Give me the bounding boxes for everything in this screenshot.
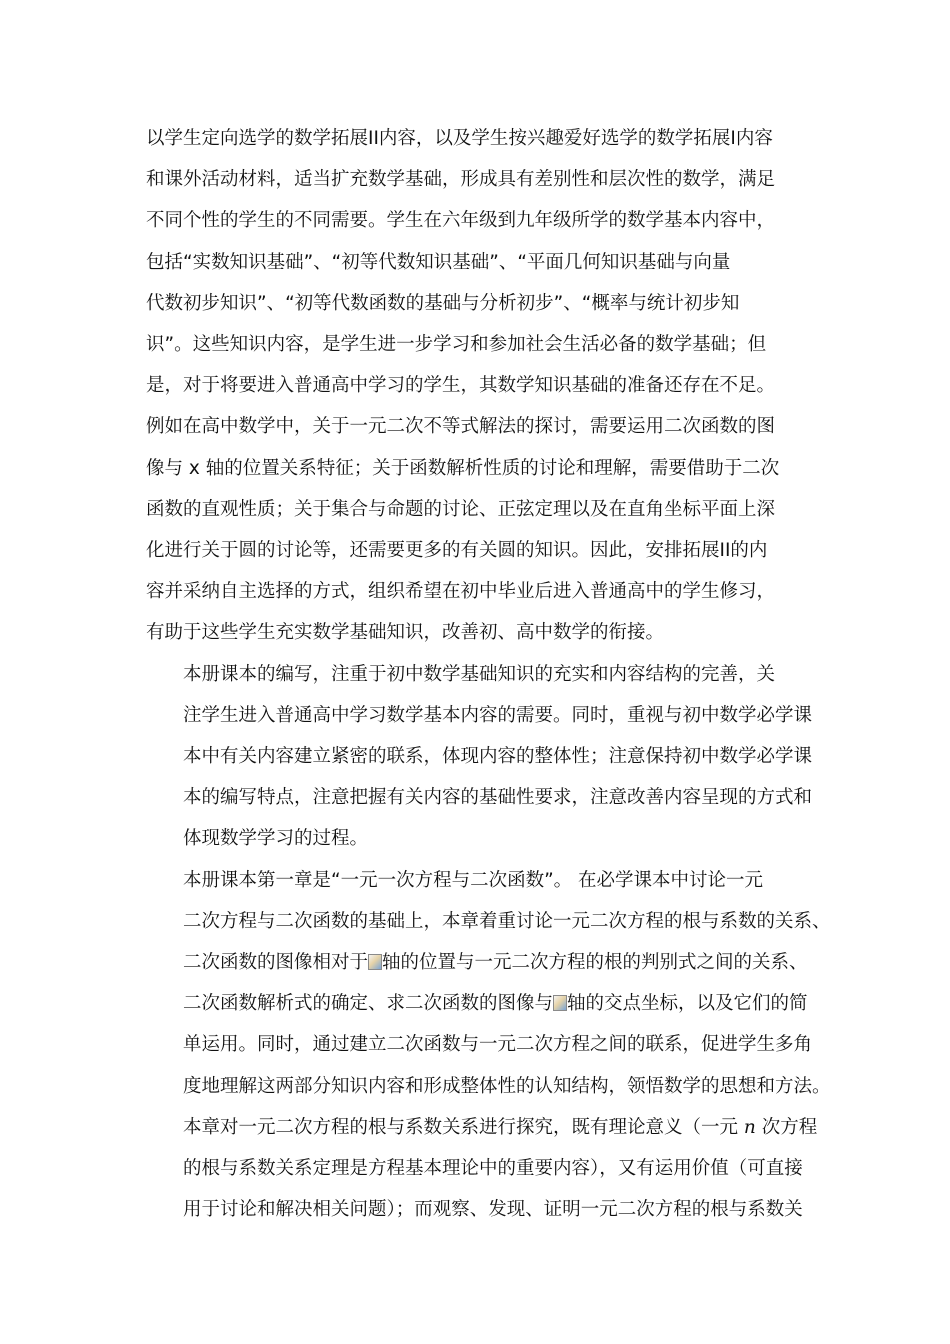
text-line: 本章对一元二次方程的根与系数关系进行探究，既有理论意义（一元 n 次方程 [183,1116,818,1138]
paragraph-1 [146,118,810,654]
broken-image-icon [368,954,382,970]
text-line: 注学生进入普通高中学习数学基本内容的需要。同时，重视与初中数学必学课 [183,704,813,726]
body-text [146,118,831,1230]
text-line: 二次函数解析式的确定、求二次函数的图像与 轴的交点坐标，以及它们的简 [183,993,808,1015]
text-line: 单运用。同时，通过建立二次函数与一元二次方程之间的联系，促进学生多角 [183,1034,813,1056]
text-line: 和课外活动材料，适当扩充数学基础，形成具有差别性和层次性的数学，满足 [146,169,776,191]
text-line: 本中有关内容建立紧密的联系，体现内容的整体性；注意保持初中数学必学课 [183,746,813,768]
text-line: 是，对于将要进入普通高中学习的学生，其数学知识基础的准备还存在不足。 [146,375,776,397]
text-line: 二次函数的图像相对于 轴的位置与一元二次方程的根的判别式之间的关系、 [183,952,808,974]
text-line: 二次方程与二次函数的基础上，本章着重讨论一元二次方程的根与系数的关系、 [183,910,831,932]
paragraph-3 [146,860,831,1231]
text-line: 代数初步知识”、“初等代数函数的基础与分析初步”、“概率与统计初步知 [146,292,740,314]
text-line: 函数的直观性质；关于集合与命题的讨论、正弦定理以及在直角坐标平面上深 [146,498,776,520]
text-line: 识”。这些知识内容，是学生进一步学习和参加社会生活必备的数学基础；但 [146,334,767,356]
text-line: 本册课本的编写，注重于初中数学基础知识的充实和内容结构的完善，关 [183,663,776,685]
text-line: 用于讨论和解决相关问题）；而观察、发现、证明一元二次方程的根与系数关 [183,1199,803,1221]
text-line: 例如在高中数学中，关于一元二次不等式解法的探讨，需要运用二次函数的图 [146,416,776,438]
text-line: 本册课本第一章是“一元一次方程与二次函数”。 在必学课本中讨论一元 [183,869,764,891]
text-line: 化进行关于圆的讨论等，还需要更多的有关圆的知识。因此，安排拓展II的内 [146,540,768,562]
text-line: 有助于这些学生充实数学基础知识，改善初、高中数学的衔接。 [146,622,665,644]
text-line: 不同个性的学生的不同需要。学生在六年级到九年级所学的数学基本内容中， [146,210,776,232]
text-line: 的根与系数关系定理是方程基本理论中的重要内容），又有运用价值（可直接 [183,1158,803,1180]
text-line: 体现数学学习的过程。 [183,828,369,850]
text-line: 包括“实数知识基础”、“初等代数知识基础”、“平面几何知识基础与向量 [146,251,731,273]
text-line: 容并采纳自主选择的方式，组织希望在初中毕业后进入普通高中的学生修习， [146,581,776,603]
text-line: 本的编写特点，注意把握有关内容的基础性要求，注意改善内容呈现的方式和 [183,787,813,809]
paragraph-2 [146,654,813,860]
broken-image-icon [553,995,567,1011]
text-line: 度地理解这两部分知识内容和形成整体性的认知结构，领悟数学的思想和方法。 [183,1075,831,1097]
math-variable-n: n [743,1116,756,1138]
text-line: 以学生定向选学的数学拓展II内容，以及学生按兴趣爱好选学的数学拓展I内容 [146,128,773,149]
text-line: 像与 x 轴的位置关系特征；关于函数解析性质的讨论和理解，需要借助于二次 [146,457,780,479]
